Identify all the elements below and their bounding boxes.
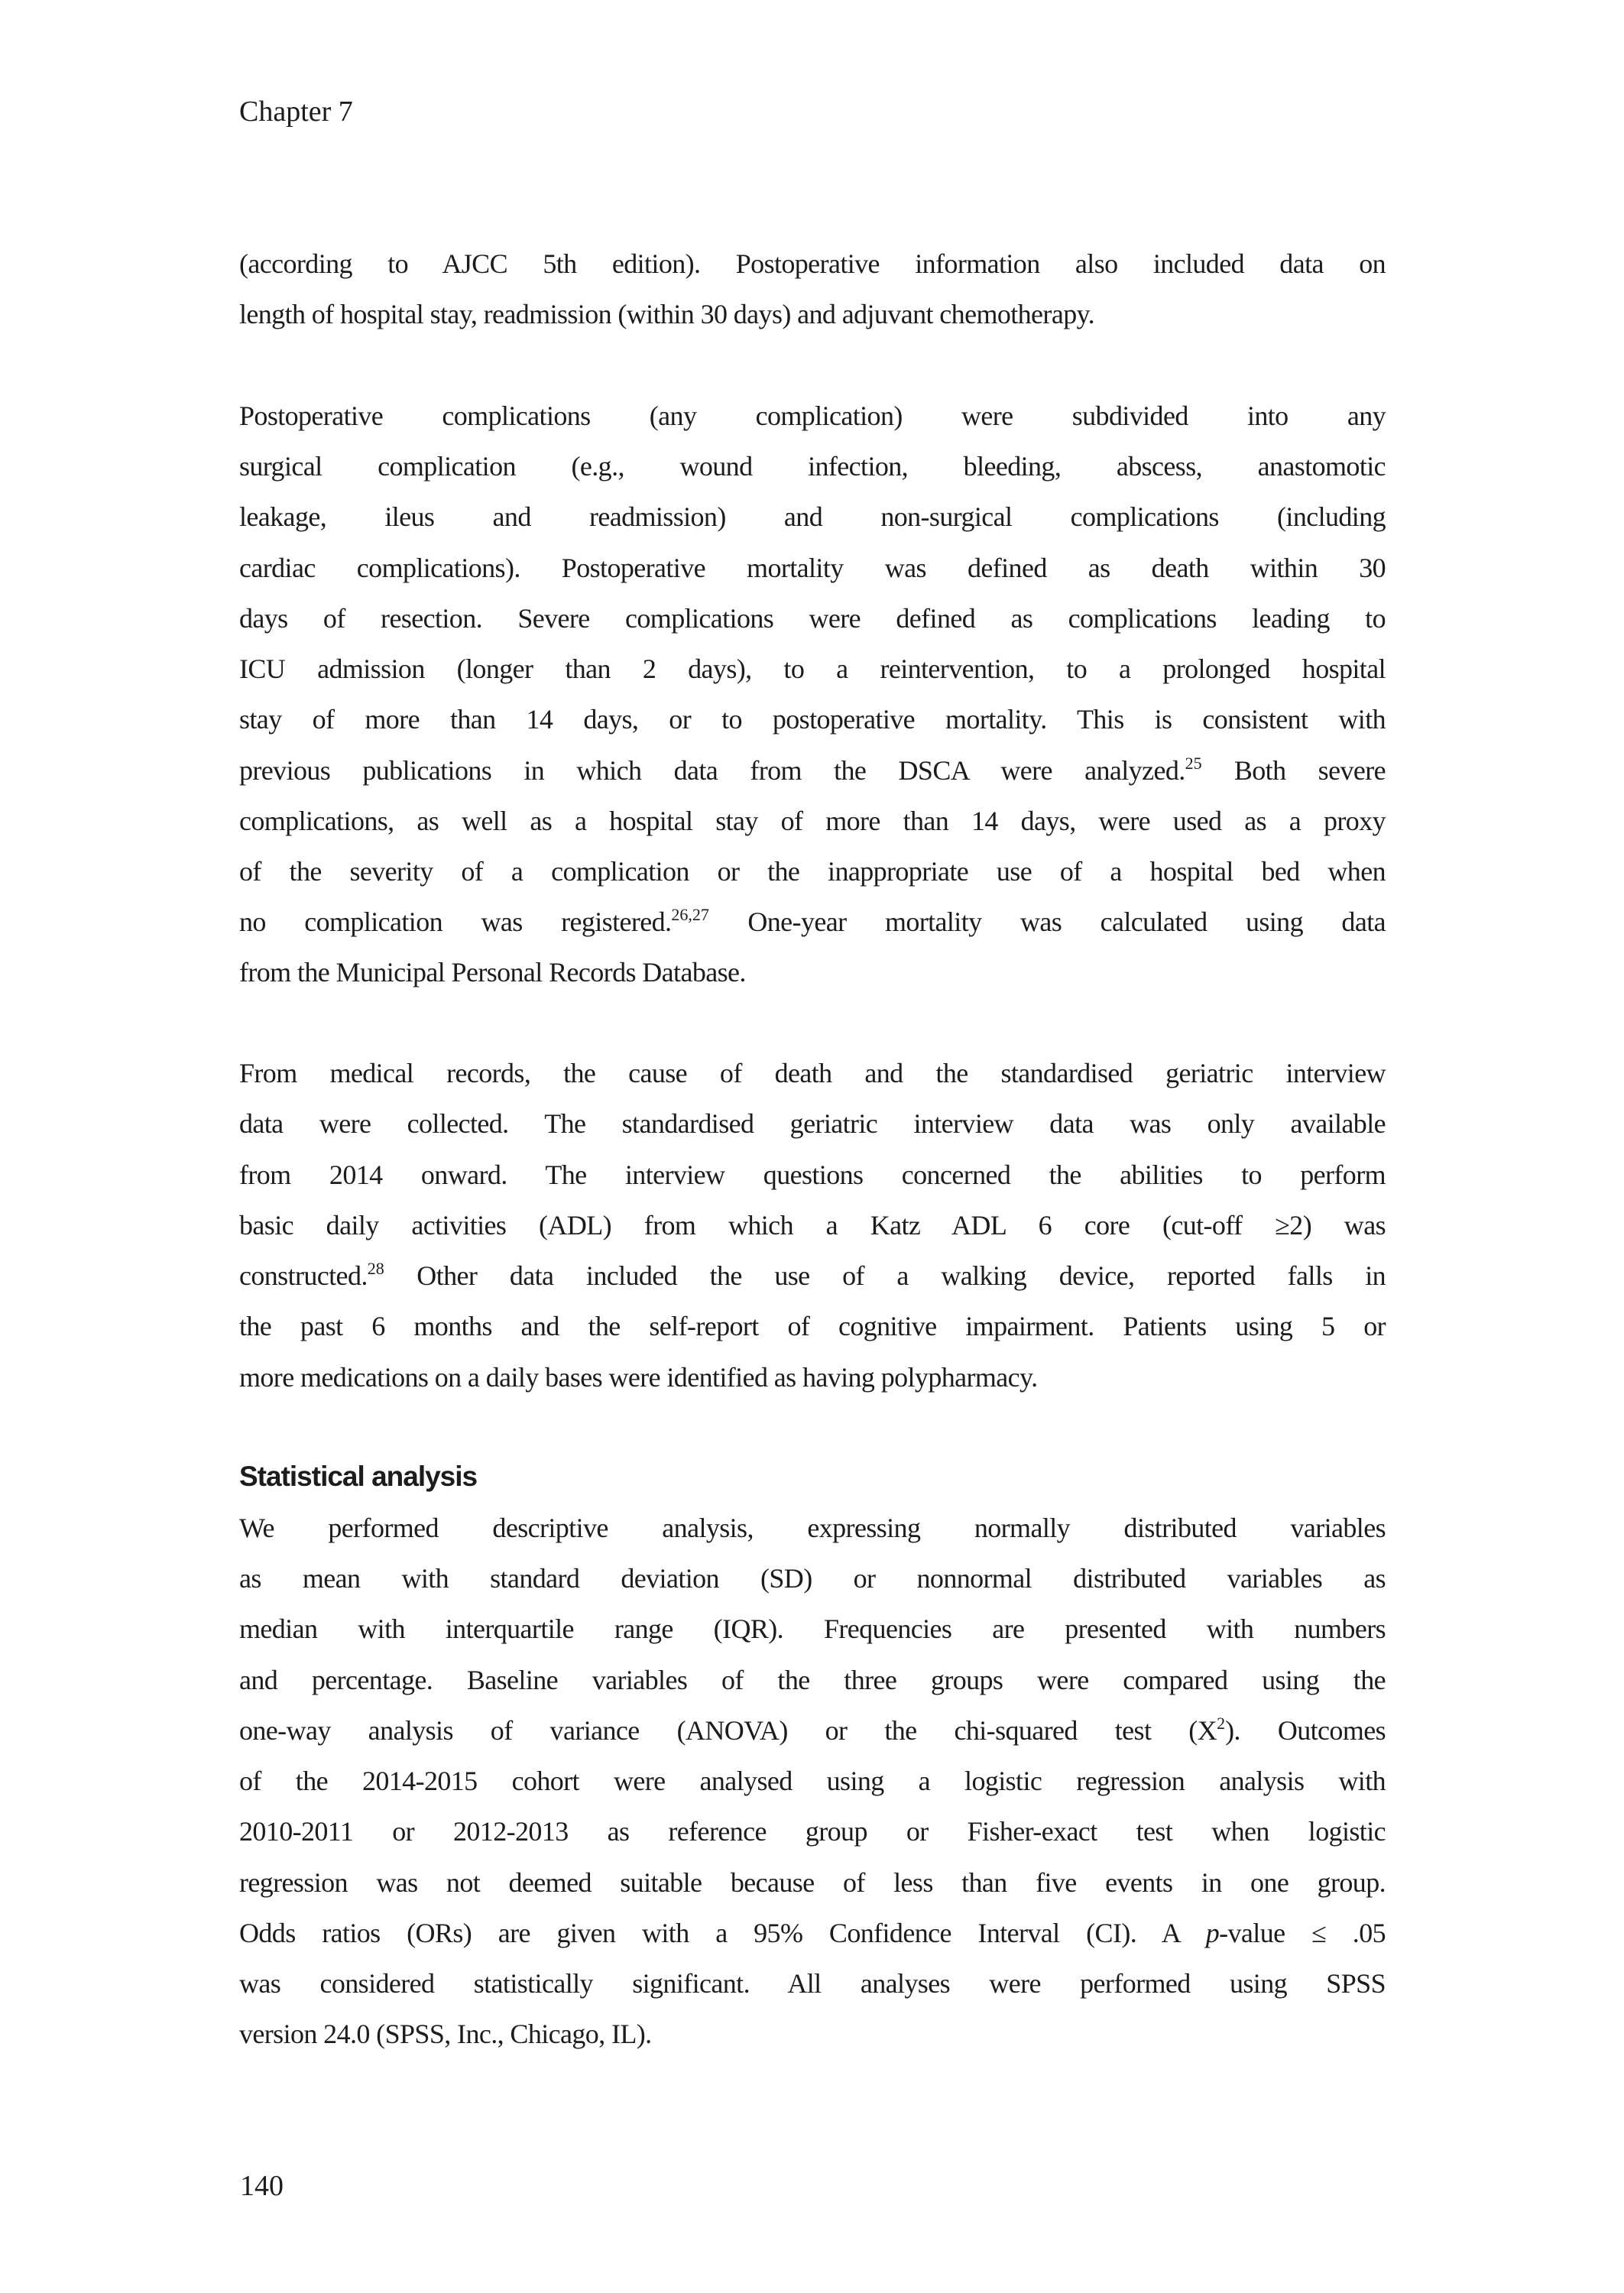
text-line <box>239 1915 1386 1951</box>
section-heading: Statistical analysis <box>239 1461 478 1492</box>
text-line: regression was not deemed suitable because of less than five events in one group. <box>239 1867 1386 1898</box>
text-line: data were collected. The standardised geriatric interview data was only available <box>239 1108 1386 1139</box>
superscript-two: 2 <box>1217 1714 1226 1733</box>
text-segment: Both severe <box>1201 755 1386 786</box>
text-line <box>239 1712 1386 1749</box>
text-line: stay of more than 14 days, or to postoperative mortality. This is consistent with <box>239 704 1386 735</box>
citation-superscript: 25 <box>1185 754 1202 773</box>
text-segment: -value ≤ .05 <box>1219 1918 1386 1948</box>
italic-p: p <box>1205 1918 1220 1948</box>
text-segment: no complication was registered. <box>239 906 672 937</box>
citation-superscript: 28 <box>367 1259 384 1278</box>
text-segment: Odds ratios (ORs) are given with a 95% Confidence Interval (CI). A <box>239 1918 1206 1948</box>
text-line: more medications on a daily bases were identified as having polypharmacy. <box>239 1362 1038 1393</box>
text-line: of the 2014-2015 cohort were analysed using a logistic regression analysis with <box>239 1766 1386 1796</box>
text-line: version 24.0 (SPSS, Inc., Chicago, IL). <box>239 2019 652 2049</box>
text-line: the past 6 months and the self-report of cognitive impairment. Patients using 5 or <box>239 1311 1386 1341</box>
text-line: complications, as well as a hospital stay of more than 14 days, were used as a proxy <box>239 806 1386 836</box>
text-line: ICU admission (longer than 2 days), to a reintervention, to a prolonged hospital <box>239 654 1386 684</box>
text-segment: One-year mortality was calculated using data <box>708 906 1386 937</box>
text-line <box>239 1257 1386 1294</box>
text-line: median with interquartile range (IQR). Frequencies are presented with numbers <box>239 1614 1386 1644</box>
text-line: from the Municipal Personal Records Database. <box>239 957 746 988</box>
text-segment: constructed. <box>239 1260 368 1291</box>
text-line: length of hospital stay, readmission (within 30 days) and adjuvant chemotherapy. <box>239 299 1095 329</box>
running-head: Chapter 7 <box>239 96 353 128</box>
citation-superscript: 26,27 <box>671 905 709 924</box>
text-line: days of resection. Severe complications were defined as complications leading to <box>239 603 1386 634</box>
text-line: leakage, ileus and readmission) and non-surgical complications (including <box>239 501 1386 532</box>
text-line: Postoperative complications (any complication) were subdivided into any <box>239 401 1386 431</box>
text-segment: one-way analysis of variance (ANOVA) or the chi-squared test (X <box>239 1715 1217 1746</box>
text-line: surgical complication (e.g., wound infection, bleeding, abscess, anastomotic <box>239 451 1386 482</box>
page-number: 140 <box>240 2170 284 2202</box>
text-line <box>239 752 1386 789</box>
text-line: was considered statistically significant. All analyses were performed using SPSS <box>239 1968 1386 1999</box>
text-line: and percentage. Baseline variables of the three groups were compared using the <box>239 1665 1386 1695</box>
text-segment: previous publications in which data from the DSCA were analyzed. <box>239 755 1185 786</box>
text-line: basic daily activities (ADL) from which a Katz ADL 6 core (cut-off ≥2) was <box>239 1210 1386 1241</box>
text-line: as mean with standard deviation (SD) or nonnormal distributed variables as <box>239 1563 1386 1594</box>
text-line: We performed descriptive analysis, expressing normally distributed variables <box>239 1513 1386 1543</box>
text-line <box>239 903 1386 940</box>
text-line: 2010-2011 or 2012-2013 as reference group or Fisher-exact test when logistic <box>239 1816 1386 1847</box>
text-line: from 2014 onward. The interview questions concerned the abilities to perform <box>239 1159 1386 1190</box>
text-line: From medical records, the cause of death and the standardised geriatric interview <box>239 1058 1386 1088</box>
text-line: cardiac complications). Postoperative mortality was defined as death within 30 <box>239 553 1386 583</box>
text-line: of the severity of a complication or the inappropriate use of a hospital bed when <box>239 856 1386 887</box>
text-line: (according to AJCC 5th edition). Postoperative information also included data on <box>239 248 1386 279</box>
text-segment: ). Outcomes <box>1225 1715 1386 1746</box>
text-segment: Other data included the use of a walking device, reported falls in <box>384 1260 1386 1291</box>
